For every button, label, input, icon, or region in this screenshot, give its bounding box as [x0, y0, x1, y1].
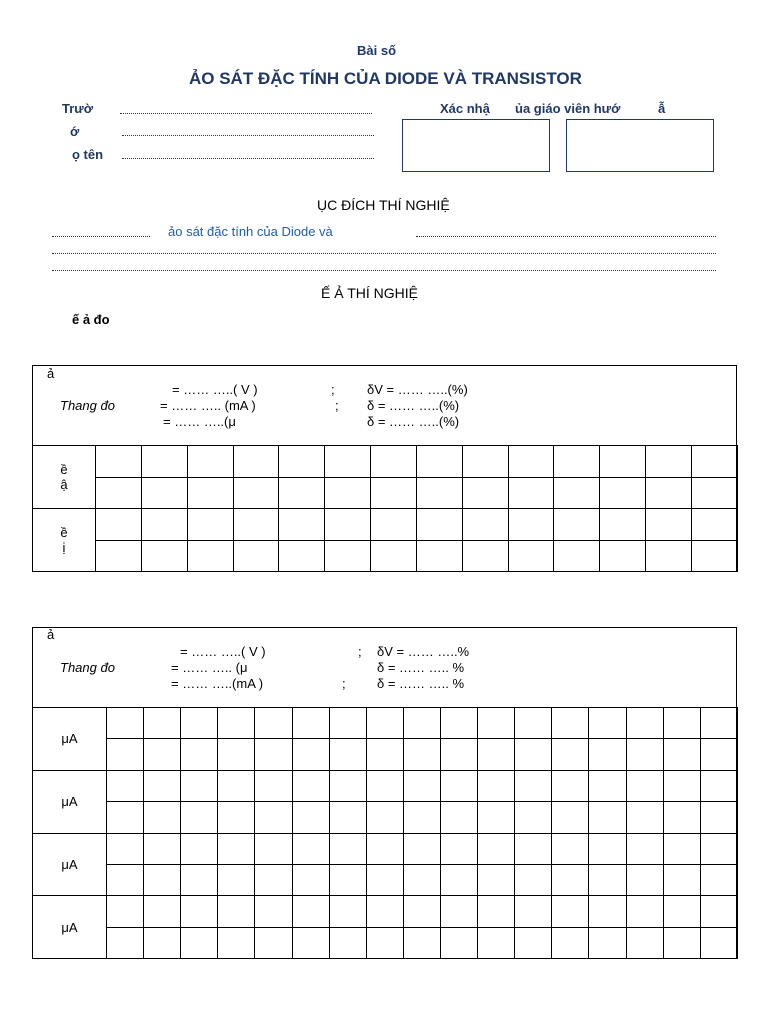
- purpose-dotted-line-1b: [416, 236, 716, 237]
- table1-data-grid: [32, 445, 738, 572]
- data-cell[interactable]: [478, 896, 515, 927]
- data-cell[interactable]: [218, 802, 255, 833]
- row-label-line-2: ị: [62, 540, 66, 555]
- data-cell[interactable]: [552, 802, 589, 833]
- data-cell[interactable]: [691, 509, 737, 541]
- data-cell[interactable]: [107, 864, 144, 895]
- table-row: [33, 770, 738, 801]
- purpose-dotted-line-3: [52, 270, 716, 271]
- data-cell[interactable]: [329, 896, 366, 927]
- table1-scale-row2-right: δ = …… …..(%): [367, 398, 460, 413]
- data-cell[interactable]: [279, 509, 325, 541]
- data-cell[interactable]: [366, 802, 403, 833]
- data-cell[interactable]: [508, 446, 554, 478]
- data-cell[interactable]: [663, 833, 700, 864]
- data-cell[interactable]: [462, 446, 508, 478]
- table1-scale-row3-left: = …… …..(μ: [163, 414, 236, 429]
- data-cell[interactable]: [626, 927, 663, 958]
- data-cell[interactable]: [478, 927, 515, 958]
- data-cell[interactable]: [181, 864, 218, 895]
- name-label: ọ tên: [72, 147, 104, 162]
- data-cell[interactable]: [700, 927, 737, 958]
- data-cell[interactable]: [515, 927, 552, 958]
- table1-scale-row1-left: = …… …..( V ): [172, 382, 258, 397]
- row-group-label: [33, 446, 96, 509]
- data-cell[interactable]: [663, 896, 700, 927]
- data-cell[interactable]: [440, 927, 477, 958]
- data-cell[interactable]: [663, 708, 700, 739]
- table2-scale-row1-semicolon: ;: [358, 644, 362, 659]
- data-cell[interactable]: [107, 833, 144, 864]
- data-cell[interactable]: [107, 802, 144, 833]
- data-cell[interactable]: [403, 770, 440, 801]
- data-cell[interactable]: [626, 708, 663, 739]
- data-cell[interactable]: [366, 770, 403, 801]
- data-cell[interactable]: [255, 739, 292, 770]
- data-cell[interactable]: [279, 446, 325, 478]
- data-cell[interactable]: [329, 927, 366, 958]
- data-cell[interactable]: [366, 708, 403, 739]
- data-cell[interactable]: [187, 509, 233, 541]
- data-cell[interactable]: [552, 896, 589, 927]
- teacher-label: ủa giáo viên hướ: [515, 101, 621, 116]
- data-cell[interactable]: [663, 927, 700, 958]
- data-cell[interactable]: [646, 446, 692, 478]
- data-cell[interactable]: [403, 739, 440, 770]
- data-cell[interactable]: [552, 770, 589, 801]
- data-cell[interactable]: [691, 477, 737, 509]
- data-cell[interactable]: [462, 509, 508, 541]
- data-cell[interactable]: [329, 770, 366, 801]
- row-label-line-2: ậ: [60, 477, 68, 492]
- data-cell[interactable]: [440, 802, 477, 833]
- data-cell[interactable]: [366, 927, 403, 958]
- table-row: [33, 509, 738, 541]
- data-cell[interactable]: [552, 739, 589, 770]
- data-cell[interactable]: [663, 864, 700, 895]
- data-cell[interactable]: [218, 708, 255, 739]
- data-cell[interactable]: [478, 802, 515, 833]
- data-cell[interactable]: [691, 540, 737, 572]
- data-cell[interactable]: [255, 833, 292, 864]
- table2-scale-row1-left: = …… …..( V ): [180, 644, 266, 659]
- unit-label: μA: [61, 919, 78, 935]
- row-label-line-1: ề: [60, 525, 68, 540]
- data-cell[interactable]: [589, 896, 626, 927]
- data-cell[interactable]: [440, 708, 477, 739]
- data-cell[interactable]: [218, 739, 255, 770]
- data-cell[interactable]: [325, 509, 371, 541]
- row-group-label: [33, 509, 96, 572]
- data-cell[interactable]: [96, 509, 142, 541]
- results-subheading: ế ả đo: [72, 312, 110, 327]
- row-group-label: [33, 770, 107, 833]
- data-cell[interactable]: [515, 864, 552, 895]
- data-cell[interactable]: [325, 477, 371, 509]
- data-cell[interactable]: [552, 708, 589, 739]
- data-cell[interactable]: [371, 509, 417, 541]
- data-cell[interactable]: [366, 739, 403, 770]
- data-cell[interactable]: [600, 477, 646, 509]
- data-cell[interactable]: [508, 477, 554, 509]
- data-cell[interactable]: [554, 446, 600, 478]
- page-title: ẢO SÁT ĐẶC TÍNH CỦA DIODE VÀ TRANSISTOR: [189, 69, 582, 88]
- data-cell[interactable]: [663, 802, 700, 833]
- data-cell[interactable]: [589, 864, 626, 895]
- data-cell[interactable]: [646, 509, 692, 541]
- data-cell[interactable]: [181, 708, 218, 739]
- data-cell[interactable]: [589, 802, 626, 833]
- row-group-label: [33, 833, 107, 896]
- class-label: ớ: [70, 124, 80, 139]
- data-cell[interactable]: [181, 927, 218, 958]
- data-cell[interactable]: [478, 864, 515, 895]
- data-cell[interactable]: [626, 896, 663, 927]
- data-cell[interactable]: [508, 509, 554, 541]
- data-cell[interactable]: [218, 896, 255, 927]
- confirm-box-right: [566, 119, 714, 172]
- table-row: [33, 477, 738, 509]
- data-cell[interactable]: [325, 540, 371, 572]
- table-row: [33, 446, 738, 478]
- data-cell[interactable]: [626, 864, 663, 895]
- data-cell[interactable]: [700, 864, 737, 895]
- table-row: [33, 540, 738, 572]
- table1-scale-row2-semicolon: ;: [335, 398, 339, 413]
- data-cell[interactable]: [141, 509, 187, 541]
- data-cell[interactable]: [292, 927, 329, 958]
- data-cell[interactable]: [181, 770, 218, 801]
- table1-scale-label: Thang đo: [60, 398, 115, 413]
- data-cell[interactable]: [700, 770, 737, 801]
- class-dotted-line: [122, 135, 374, 136]
- data-cell[interactable]: [508, 540, 554, 572]
- data-cell[interactable]: [144, 708, 181, 739]
- unit-label: μA: [61, 856, 78, 872]
- data-cell[interactable]: [96, 446, 142, 478]
- data-cell[interactable]: [416, 540, 462, 572]
- data-cell[interactable]: [218, 833, 255, 864]
- data-cell[interactable]: [371, 477, 417, 509]
- table-row: [33, 708, 738, 739]
- data-cell[interactable]: [626, 802, 663, 833]
- data-cell[interactable]: [181, 896, 218, 927]
- data-cell[interactable]: [589, 770, 626, 801]
- data-cell[interactable]: [600, 446, 646, 478]
- data-cell[interactable]: [144, 802, 181, 833]
- data-cell[interactable]: [663, 739, 700, 770]
- data-cell[interactable]: [144, 864, 181, 895]
- data-cell[interactable]: [107, 708, 144, 739]
- data-cell[interactable]: [218, 864, 255, 895]
- row-group-label: [33, 708, 107, 771]
- table2-scale-row3-semicolon: ;: [342, 676, 346, 691]
- table-row: [33, 802, 738, 833]
- data-cell[interactable]: [700, 739, 737, 770]
- data-cell[interactable]: [329, 864, 366, 895]
- data-cell[interactable]: [292, 864, 329, 895]
- data-cell[interactable]: [403, 833, 440, 864]
- data-cell[interactable]: [141, 540, 187, 572]
- data-cell[interactable]: [554, 509, 600, 541]
- data-cell[interactable]: [626, 770, 663, 801]
- data-cell[interactable]: [478, 739, 515, 770]
- data-cell[interactable]: [329, 833, 366, 864]
- data-cell[interactable]: [552, 864, 589, 895]
- table-row: [33, 864, 738, 895]
- data-cell[interactable]: [626, 833, 663, 864]
- data-cell[interactable]: [416, 509, 462, 541]
- data-cell[interactable]: [107, 927, 144, 958]
- data-cell[interactable]: [515, 833, 552, 864]
- data-cell[interactable]: [218, 927, 255, 958]
- data-cell[interactable]: [700, 896, 737, 927]
- purpose-dotted-line-2: [52, 253, 716, 254]
- data-cell[interactable]: [416, 477, 462, 509]
- table-row: [33, 896, 738, 927]
- table2-scale-row3-left: = …… …..(mA ): [171, 676, 264, 691]
- data-cell[interactable]: [144, 739, 181, 770]
- data-cell[interactable]: [187, 446, 233, 478]
- data-cell[interactable]: [233, 509, 279, 541]
- data-cell[interactable]: [371, 540, 417, 572]
- data-cell[interactable]: [187, 477, 233, 509]
- data-cell[interactable]: [552, 927, 589, 958]
- table1-scale-row3-right: δ = …… …..(%): [367, 414, 460, 429]
- data-cell[interactable]: [292, 770, 329, 801]
- data-cell[interactable]: [515, 739, 552, 770]
- data-cell[interactable]: [141, 446, 187, 478]
- data-cell[interactable]: [107, 739, 144, 770]
- data-cell[interactable]: [292, 708, 329, 739]
- data-cell[interactable]: [478, 708, 515, 739]
- data-cell[interactable]: [218, 770, 255, 801]
- table1-scale-row1-right: δV = …… …..(%): [367, 382, 468, 397]
- data-cell[interactable]: [255, 864, 292, 895]
- data-cell[interactable]: [663, 770, 700, 801]
- row-label-line-1: ề: [60, 462, 68, 477]
- data-cell[interactable]: [255, 708, 292, 739]
- data-cell[interactable]: [107, 770, 144, 801]
- data-cell[interactable]: [292, 833, 329, 864]
- table2-scale-row3-right: δ = …… ….. %: [377, 676, 465, 691]
- data-cell[interactable]: [141, 477, 187, 509]
- data-cell[interactable]: [440, 864, 477, 895]
- data-cell[interactable]: [366, 833, 403, 864]
- data-cell[interactable]: [552, 833, 589, 864]
- purpose-dotted-line-1a: [52, 236, 150, 237]
- data-cell[interactable]: [255, 770, 292, 801]
- data-cell[interactable]: [366, 896, 403, 927]
- name-dotted-line: [122, 158, 374, 159]
- confirm-box-left: [402, 119, 550, 172]
- data-cell[interactable]: [589, 739, 626, 770]
- table2-corner-label: ả: [47, 627, 55, 642]
- row-group-label: [33, 896, 107, 959]
- data-cell[interactable]: [646, 477, 692, 509]
- data-cell[interactable]: [600, 540, 646, 572]
- confirm-label: Xác nhậ: [440, 101, 490, 116]
- data-cell[interactable]: [329, 708, 366, 739]
- data-cell[interactable]: [233, 446, 279, 478]
- data-cell[interactable]: [279, 477, 325, 509]
- data-cell[interactable]: [144, 833, 181, 864]
- table2-scale-label: Thang đo: [60, 660, 115, 675]
- data-cell[interactable]: [233, 540, 279, 572]
- data-cell[interactable]: [325, 446, 371, 478]
- data-cell[interactable]: [478, 833, 515, 864]
- data-cell[interactable]: [440, 833, 477, 864]
- data-cell[interactable]: [181, 802, 218, 833]
- data-cell[interactable]: [366, 864, 403, 895]
- data-cell[interactable]: [187, 540, 233, 572]
- data-cell[interactable]: [554, 540, 600, 572]
- data-cell[interactable]: [255, 896, 292, 927]
- data-cell[interactable]: [107, 896, 144, 927]
- data-cell[interactable]: [292, 802, 329, 833]
- data-cell[interactable]: [700, 833, 737, 864]
- table1-corner-label: ả: [47, 366, 55, 381]
- school-label: Trườ: [62, 101, 93, 116]
- data-cell[interactable]: [462, 540, 508, 572]
- data-cell[interactable]: [700, 802, 737, 833]
- unit-label: μA: [61, 794, 78, 810]
- data-cell[interactable]: [371, 446, 417, 478]
- data-cell[interactable]: [403, 708, 440, 739]
- data-cell[interactable]: [233, 477, 279, 509]
- purpose-text: ảo sát đặc tính của Diode và: [168, 224, 333, 239]
- results-heading: Ế Ả THÍ NGHIỆ: [321, 285, 418, 301]
- data-cell[interactable]: [440, 896, 477, 927]
- data-cell[interactable]: [600, 509, 646, 541]
- data-cell[interactable]: [515, 802, 552, 833]
- data-cell[interactable]: [515, 896, 552, 927]
- data-cell[interactable]: [96, 477, 142, 509]
- data-cell[interactable]: [515, 708, 552, 739]
- table-row: [33, 739, 738, 770]
- table2-data-grid: [32, 707, 738, 959]
- data-cell[interactable]: [181, 739, 218, 770]
- teacher-mark: ẫ: [658, 101, 666, 116]
- data-cell[interactable]: [292, 896, 329, 927]
- data-cell[interactable]: [329, 739, 366, 770]
- purpose-heading: ỤC ĐÍCH THÍ NGHIỆ: [317, 197, 450, 213]
- data-cell[interactable]: [279, 540, 325, 572]
- data-cell[interactable]: [554, 477, 600, 509]
- data-cell[interactable]: [403, 896, 440, 927]
- lesson-number: Bài số: [357, 43, 397, 58]
- data-cell[interactable]: [691, 446, 737, 478]
- data-cell[interactable]: [478, 770, 515, 801]
- data-cell[interactable]: [646, 540, 692, 572]
- data-cell[interactable]: [403, 802, 440, 833]
- data-cell[interactable]: [292, 739, 329, 770]
- unit-label: μA: [61, 731, 78, 747]
- data-cell[interactable]: [416, 446, 462, 478]
- table2-scale-row2-right: δ = …… ….. %: [377, 660, 465, 675]
- data-cell[interactable]: [255, 802, 292, 833]
- data-cell[interactable]: [403, 927, 440, 958]
- data-cell[interactable]: [181, 833, 218, 864]
- table1-scale-row1-semicolon: ;: [331, 382, 335, 397]
- table-row: [33, 927, 738, 958]
- school-dotted-line: [120, 113, 372, 114]
- table2-scale-row1-right: δV = …… …..%: [377, 644, 470, 659]
- data-cell[interactable]: [440, 739, 477, 770]
- data-cell[interactable]: [144, 896, 181, 927]
- data-cell[interactable]: [515, 770, 552, 801]
- data-cell[interactable]: [144, 927, 181, 958]
- data-cell[interactable]: [700, 708, 737, 739]
- data-cell[interactable]: [589, 833, 626, 864]
- data-cell[interactable]: [462, 477, 508, 509]
- table-row: [33, 833, 738, 864]
- data-cell[interactable]: [96, 540, 142, 572]
- data-cell[interactable]: [329, 802, 366, 833]
- table1-scale-row2-left: = …… ….. (mA ): [160, 398, 256, 413]
- data-cell[interactable]: [589, 708, 626, 739]
- data-cell[interactable]: [626, 739, 663, 770]
- data-cell[interactable]: [144, 770, 181, 801]
- data-cell[interactable]: [255, 927, 292, 958]
- data-cell[interactable]: [440, 770, 477, 801]
- data-cell[interactable]: [403, 864, 440, 895]
- table2-scale-row2-left: = …… ….. (μ: [171, 660, 248, 675]
- data-cell[interactable]: [589, 927, 626, 958]
